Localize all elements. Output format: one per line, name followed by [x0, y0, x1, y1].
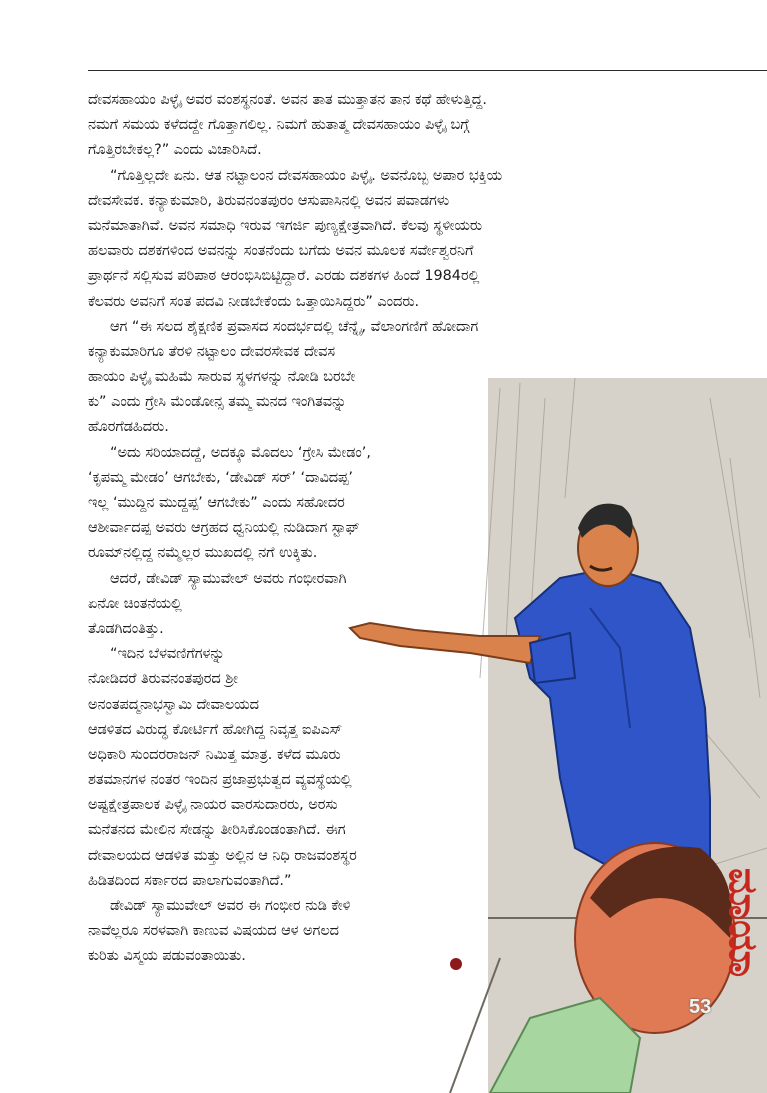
illustration-caption: ಮಾಯಾ [720, 868, 766, 978]
text-line: “ಇದಿನ ಬೆಳವಣಿಗೆಗಳನ್ನು [110, 646, 225, 663]
text-line: ನಾವೆಲ್ಲರೂ ಸರಳವಾಗಿ ಕಾಣುವ ವಿಷಯದ ಆಳ ಅಗಲದ [88, 923, 339, 940]
text-line: ಹೊರಗೆಡಹಿದರು. [88, 419, 169, 436]
text-line: ಆದರೆ, ಡೇವಿಡ್ ಸ್ಯಾಮುವೇಲ್ ಅವರು ಗಂಭೀರವಾಗಿ [110, 570, 347, 587]
text-line: ಡೇವಿಡ್ ಸ್ಯಾಮುವೇಲ್ ಅವರ ಈ ಗಂಭೀರ ನುಡಿ ಕೇಳಿ [110, 898, 351, 914]
header-rule [88, 70, 767, 71]
text-line: ಆಗ “ಈ ಸಲದ ಶೈಕ್ಷಣಿಕ ಪ್ರವಾಸದ ಸಂದರ್ಭದಲ್ಲಿ ಚೆನ್ನೈ, ವೆಲಾಂಗಣಿಗೆ ಹೋದಾಗ [110, 318, 479, 335]
text-line: ನಮಗೆ ಸಮಯ ಕಳೆದದ್ದೇ ಗೊತ್ತಾಗಲಿಲ್ಲ. ನಿಮಗೆ ಹುತಾತ್ಮ ದೇವಸಹಾಯಂ ಪಿಳ್ಳೈ ಬಗ್ಗೆ [88, 117, 470, 134]
text-line: ಹಾಯಂ ಪಿಳ್ಳೈ ಮಹಿಮೆ ಸಾರುವ ಸ್ಥಳಗಳನ್ನು ನೋಡಿ ಬರಬೇ [88, 369, 356, 386]
text-line: ಇಲ್ಲ ‘ಮುದ್ದಿನ ಮುದ್ದಪ್ಪ’ ಆಗಬೇಕು” ಎಂದು ಸಹೋದರ [88, 495, 345, 511]
text-line: ಕುರಿತು ವಿಸ್ಮಯ ಪಡುವಂತಾಯಿತು. [88, 948, 246, 965]
text-line: ರೂಮ್‌ನಲ್ಲಿದ್ದ ನಮ್ಮೆಲ್ಲರ ಮುಖದಲ್ಲಿ ನಗೆ ಉಕ್ಕಿತು. [88, 545, 318, 562]
text-line: “ಅದು ಸರಿಯಾದದ್ದೆ, ಅದಕ್ಕೂ ಮೊದಲು ‘ಗ್ರೇಸಿ ಮೇಡಂ’, [110, 444, 371, 461]
text-line: ಹಲವಾರು ದಶಕಗಳಿಂದ ಅವನನ್ನು ಸಂತನೆಂದು ಬಗೆದು ಅವನ ಮೂಲಕ ಸರ್ವೇಶ್ವರನಿಗೆ [88, 243, 474, 260]
page-number: 53 [689, 996, 712, 1018]
decorative-dot [450, 958, 462, 970]
text-line: ಆಡಳಿತದ ವಿರುದ್ಧ ಕೋರ್ಟಿಗೆ ಹೋಗಿದ್ದ ನಿವೃತ್ತ ಐಪಿಎಸ್ [88, 721, 343, 738]
text-line: ಮನೆಮಾತಾಗಿವೆ. ಅವನ ಸಮಾಧಿ ಇರುವ ಇಗರ್ಜಿ ಪುಣ್ಯಕ್ಷೇತ್ರವಾಗಿದೆ. ಕೆಲವು ಸ್ಥಳೀಯರು [88, 217, 483, 234]
text-line: ಕನ್ಯಾಕುಮಾರಿಗೂ ತೆರಳಿ ನಟ್ಟಾಲಂ ದೇವರಸೇವಕ ದೇವಸ [88, 343, 335, 360]
text-line: ನೋಡಿದರೆ ತಿರುವನಂತಪುರದ ಶ್ರೀ [88, 671, 238, 688]
text-line: ಪ್ರಾರ್ಥನೆ ಸಲ್ಲಿಸುವ ಪರಿಪಾಠ ಆರಂಭಿಸಿಬಿಟ್ಟಿದ್ದಾರೆ. ಎರಡು ದಶಕಗಳ ಹಿಂದೆ 1984ರಲ್ಲಿ [88, 268, 480, 285]
text-line: ಅಧಿಕಾರಿ ಸುಂದರರಾಜನ್ ನಿಮಿತ್ತ ಮಾತ್ರ. ಕಳೆದ ಮೂರು [88, 746, 341, 763]
text-line: ಮನೆತನದ ಮೇಲಿನ ಸೇಡನ್ನು ತೀರಿಸಿಕೊಂಡಂತಾಗಿದೆ. ಈಗ [88, 822, 346, 839]
text-line: ಏನೋ ಚಿಂತನೆಯಲ್ಲಿ [88, 595, 182, 612]
text-line: ಅಷ್ಟಕ್ಷೇತ್ರಪಾಲಕ ಪಿಳ್ಳೈ ನಾಯರ ವಾರಸುದಾರರು, ಅರಸು [88, 797, 338, 814]
text-line: ಶತಮಾನಗಳ ನಂತರ ಇಂದಿನ ಪ್ರಜಾಪ್ರಭುತ್ವದ ವ್ಯವಸ್ಥೆಯಲ್ಲಿ [88, 772, 352, 789]
text-line: ಅನಂತಪದ್ಮನಾಭಸ್ವಾಮಿ ದೇವಾಲಯದ [88, 696, 259, 713]
text-line: ಕೆಲವರು ಅವನಿಗೆ ಸಂತ ಪದವಿ ನೀಡಬೇಕೆಂದು ಒತ್ತಾಯಿಸಿದ್ದರು” ಎಂದರು. [88, 293, 420, 310]
text-line: ದೇವಾಲಯದ ಆಡಳಿತ ಮತ್ತು ಅಲ್ಲಿನ ಆ ನಿಧಿ ರಾಜವಂಶಸ್ಥರ [88, 847, 357, 864]
text-line: ತೊಡಗಿದಂತಿತ್ತು. [88, 620, 164, 637]
text-line: ಗೊತ್ತಿರಬೇಕಲ್ಲ?” ಎಂದು ವಿಚಾರಿಸಿದೆ. [88, 142, 262, 159]
text-line: ಕು” ಎಂದು ಗ್ರೇಸಿ ಮೆಂಡೋನ್ಸ ತಮ್ಮ ಮನದ ಇಂಗಿತವನ್ನು [88, 394, 347, 411]
illustration [330, 378, 767, 1093]
text-line: ‘ಕೃಪಮ್ಮ ಮೇಡಂ’ ಆಗಬೇಕು, ‘ಡೇವಿಡ್ ಸರ್’ ‘ದಾವಿದಪ್ಪ’ [88, 469, 353, 486]
text-line: ದೇವಸೇವಕ. ಕನ್ಯಾಕುಮಾರಿ, ತಿರುವನಂತಪುರಂ ಆಸುಪಾಸಿನಲ್ಲಿ ಅವನ ಪವಾಡಗಳು [88, 192, 450, 209]
text-line: ಆಶೀರ್ವಾದಪ್ಪ ಅವರು ಆಗ್ರಹದ ಧ್ವನಿಯಲ್ಲಿ ನುಡಿದಾಗ ಸ್ಟಾಫ್ [88, 520, 360, 537]
text-line: “ಗೊತ್ತಿಲ್ಲದೇ ಏನು. ಆತ ನಟ್ಟಾಲಂನ ದೇವಸಹಾಯಂ ಪಿಳ್ಳೈ. ಅವನೊಬ್ಬ ಅಪಾರ ಭಕ್ತಿಯ [110, 167, 503, 184]
text-line: ಹಿಡಿತದಿಂದ ಸರ್ಕಾರದ ಪಾಲಾಗುವಂತಾಗಿದೆ.” [88, 872, 292, 889]
text-line: ದೇವಸಹಾಯಂ ಪಿಳ್ಳೈ ಅವರ ವಂಶಸ್ಥನಂತೆ. ಅವನ ತಾತ ಮುತ್ತಾತನ ತಾನ ಕಥೆ ಹೇಳುತ್ತಿದ್ದ. [88, 92, 487, 108]
